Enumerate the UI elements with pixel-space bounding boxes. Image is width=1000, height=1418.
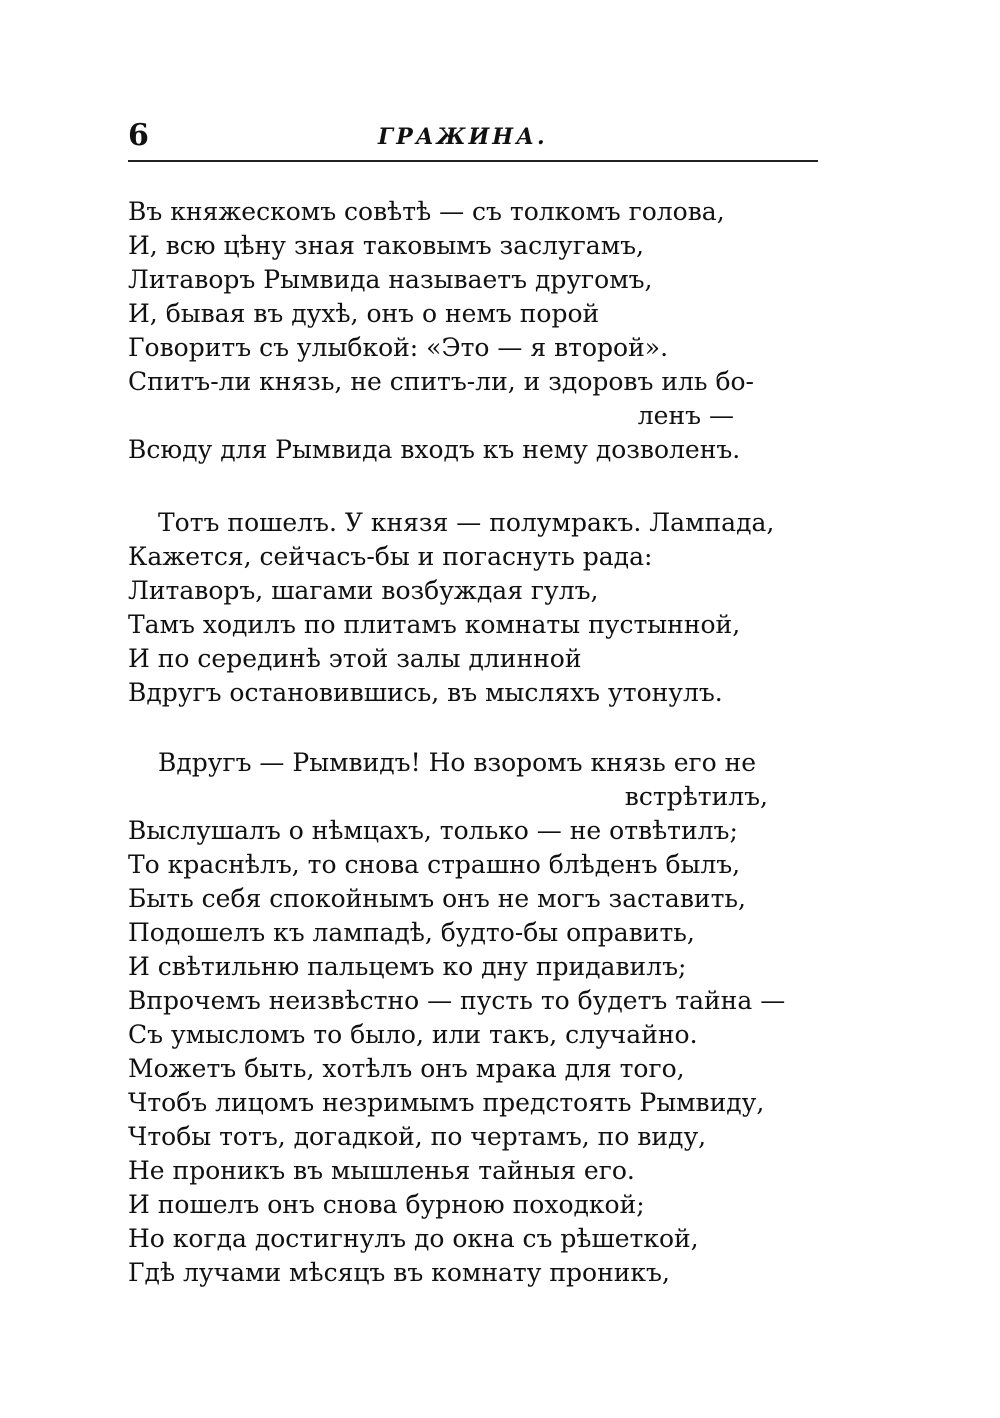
stanza-3 <box>128 746 828 1290</box>
verse-line: Гдѣ лучами мѣсяцъ въ комнату проникъ, <box>128 1258 670 1287</box>
verse-line: Впрочемъ неизвѣстно — пусть то будетъ тайна — <box>128 986 786 1015</box>
verse-line: Но когда достигнулъ до окна съ рѣшеткой, <box>128 1224 699 1253</box>
verse-line: Тотъ пошелъ. У князя — полумракъ. Лампада, <box>158 508 775 537</box>
verse-line: Литаворъ, шагами возбуждая гулъ, <box>128 576 599 605</box>
verse-line: Литаворъ Рымвида называетъ другомъ, <box>128 265 653 294</box>
verse-line-continuation: ленъ — <box>637 401 734 430</box>
verse-line: Чтобъ лицомъ незримымъ предстоять Рымвиду, <box>128 1088 765 1117</box>
verse-line: И, всю цѣну зная таковымъ заслугамъ, <box>128 231 644 260</box>
verse-line: То краснѣлъ, то снова страшно блѣденъ былъ, <box>128 850 741 879</box>
verse-line-continuation: встрѣтилъ, <box>624 782 768 811</box>
verse-line: Выслушалъ о нѣмцахъ, только — не отвѣтилъ; <box>128 816 738 845</box>
verse-line: И пошелъ онъ снова бурною походкой; <box>128 1190 645 1219</box>
running-title: ГРАЖИНА. <box>378 124 548 150</box>
stanza-2 <box>128 506 828 710</box>
page-number: 6 <box>128 118 149 153</box>
verse-line: Не проникъ въ мышленья тайныя его. <box>128 1156 635 1185</box>
verse-line: Вдругъ — Рымвидъ! Но взоромъ князь его не <box>158 748 757 777</box>
verse-line: Съ умысломъ то было, или такъ, случайно. <box>128 1020 698 1049</box>
header-rule <box>128 160 818 162</box>
verse-line: Можетъ быть, хотѣлъ онъ мрака для того, <box>128 1054 685 1083</box>
stanza-1 <box>128 195 828 467</box>
page-header <box>128 118 818 158</box>
verse-line: Кажется, сейчасъ-бы и погаснуть рада: <box>128 542 653 571</box>
verse-line: Въ княжескомъ совѣтѣ — съ толкомъ голова, <box>128 197 725 226</box>
verse-line: И, бывая въ духѣ, онъ о немъ порой <box>128 299 600 328</box>
verse-line: Подошелъ къ лампадѣ, будто-бы оправить, <box>128 918 695 947</box>
verse-line: Тамъ ходилъ по плитамъ комнаты пустынной, <box>128 610 741 639</box>
verse-line: И свѣтильню пальцемъ ко дну придавилъ; <box>128 952 687 981</box>
verse-line: Всюду для Рымвида входъ къ нему дозволенъ. <box>128 435 741 464</box>
verse-line: И по серединѣ этой залы длинной <box>128 644 582 673</box>
verse-line: Чтобы тотъ, догадкой, по чертамъ, по виду, <box>128 1122 707 1151</box>
verse-line: Быть себя спокойнымъ онъ не могъ заставить, <box>128 884 746 913</box>
verse-line: Говоритъ съ улыбкой: «Это — я второй». <box>128 333 669 362</box>
verse-line: Вдругъ остановившись, въ мысляхъ утонулъ. <box>128 678 723 707</box>
verse-line: Спитъ-ли князь, не спитъ-ли, и здоровъ иль бо- <box>128 367 755 396</box>
